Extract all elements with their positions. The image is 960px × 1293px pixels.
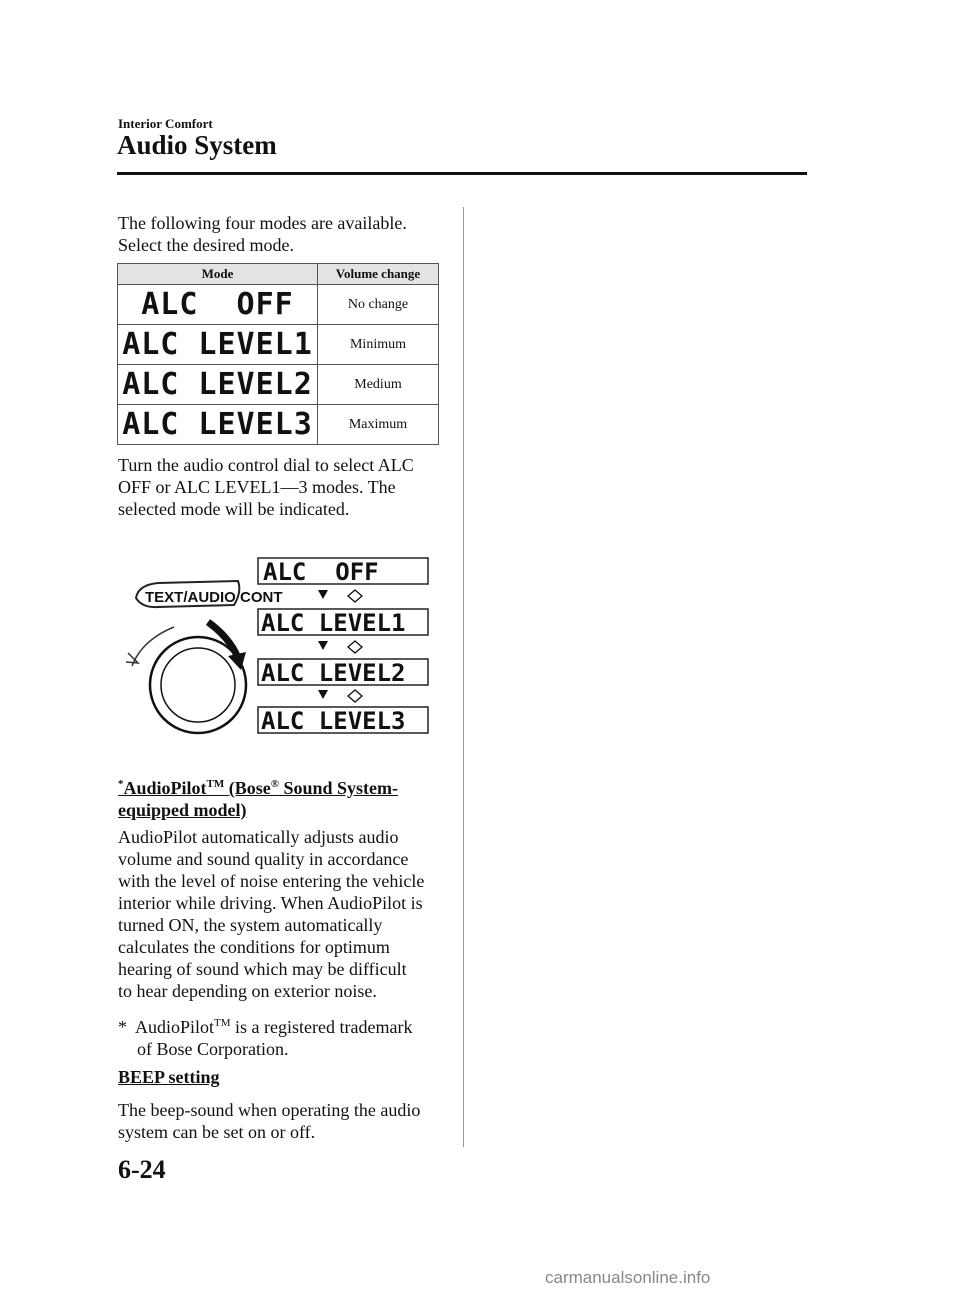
paragraph-line: calculates the conditions for optimum — [118, 937, 390, 957]
table-row — [118, 285, 439, 325]
footnote-prefix: * AudioPilot — [118, 1017, 215, 1037]
volume-cell: No change — [318, 285, 439, 325]
audiopilot-paragraph — [118, 826, 448, 1002]
mode-cell — [118, 405, 318, 445]
asterisk: * — [118, 778, 124, 790]
paragraph-line: OFF or ALC LEVEL1―3 modes. The — [118, 477, 396, 497]
paragraph-line: with the level of noise entering the vehicle — [118, 871, 425, 891]
paragraph-line: volume and sound quality in accordance — [118, 849, 409, 869]
trademark-mark: TM — [206, 778, 225, 790]
audiopilot-heading — [118, 773, 448, 821]
down-arrow-icon — [318, 690, 328, 699]
title-rule — [117, 172, 807, 175]
paragraph-line: The beep-sound when operating the audio — [118, 1100, 421, 1120]
paragraph-line: hearing of sound which may be difficult — [118, 959, 407, 979]
mode-cell — [118, 325, 318, 365]
lcd-display: ALC LEVEL2 — [122, 366, 313, 402]
control-dial-knob — [161, 648, 235, 722]
table-row — [118, 405, 439, 445]
lcd-display: ALC OFF — [141, 286, 294, 322]
up-down-icon — [348, 690, 362, 702]
heading-line-1 — [118, 773, 448, 799]
trademark-mark: TM — [214, 1017, 231, 1029]
bose-text: (Bose — [228, 778, 271, 798]
paragraph-line: interior while driving. When AudioPilot is — [118, 893, 423, 913]
dial-label — [136, 581, 283, 607]
display-text: ALC LEVEL1 — [261, 609, 406, 637]
page-number: 6-24 — [118, 1155, 166, 1184]
page-title: Audio System — [117, 130, 277, 160]
lcd-display: ALC LEVEL1 — [122, 326, 313, 362]
table-row — [118, 325, 439, 365]
header-volume-change: Volume change — [318, 264, 439, 285]
heading-line-2: equipped model) — [118, 800, 247, 820]
footnote-rest: is a registered trademark — [230, 1017, 413, 1037]
mode-table — [117, 263, 439, 445]
volume-cell: Maximum — [318, 405, 439, 445]
registered-mark: ® — [270, 778, 279, 790]
volume-cell: Minimum — [318, 325, 439, 365]
intro-line: The following four modes are available. — [118, 213, 407, 233]
watermark: carmanualsonline.info — [545, 1268, 711, 1287]
down-arrow-icon — [318, 590, 328, 599]
beep-heading: BEEP setting — [118, 1067, 220, 1087]
paragraph-line: system can be set on or off. — [118, 1122, 316, 1142]
up-down-icon — [348, 641, 362, 653]
beep-paragraph — [118, 1099, 448, 1143]
mode-cell — [118, 365, 318, 405]
paragraph-line: Turn the audio control dial to select ALC — [118, 455, 414, 475]
display-text: ALC OFF — [263, 558, 379, 586]
footnote — [118, 1012, 448, 1060]
paragraph-line: selected mode will be indicated. — [118, 499, 350, 519]
paragraph-line: turned ON, the system automatically — [118, 915, 383, 935]
header-mode: Mode — [118, 264, 318, 285]
footnote-line-2: of Bose Corporation. — [137, 1039, 289, 1059]
column-divider — [463, 207, 464, 1147]
dial-diagram — [118, 550, 438, 740]
volume-cell: Medium — [318, 365, 439, 405]
mode-cell — [118, 285, 318, 325]
section-label: Interior Comfort — [118, 116, 213, 131]
display-text: ALC LEVEL3 — [261, 707, 406, 735]
paragraph-line: AudioPilot automatically adjusts audio — [118, 827, 399, 847]
audiopilot-name: AudioPilot — [123, 778, 207, 798]
turn-dial-paragraph — [118, 454, 448, 520]
footnote-line-1 — [118, 1012, 448, 1038]
display-text: ALC LEVEL2 — [261, 659, 406, 687]
up-down-icon — [348, 590, 362, 602]
table-header-row — [118, 264, 439, 285]
table-row — [118, 365, 439, 405]
intro-line: Select the desired mode. — [118, 235, 294, 255]
paragraph-line: to hear depending on exterior noise. — [118, 981, 377, 1001]
intro-paragraph — [118, 212, 448, 256]
lcd-display: ALC LEVEL3 — [122, 406, 313, 442]
down-arrow-icon — [318, 641, 328, 650]
heading-rest-1: Sound System- — [278, 778, 398, 798]
dial-label-text: TEXT/AUDIO CONT — [145, 589, 283, 606]
